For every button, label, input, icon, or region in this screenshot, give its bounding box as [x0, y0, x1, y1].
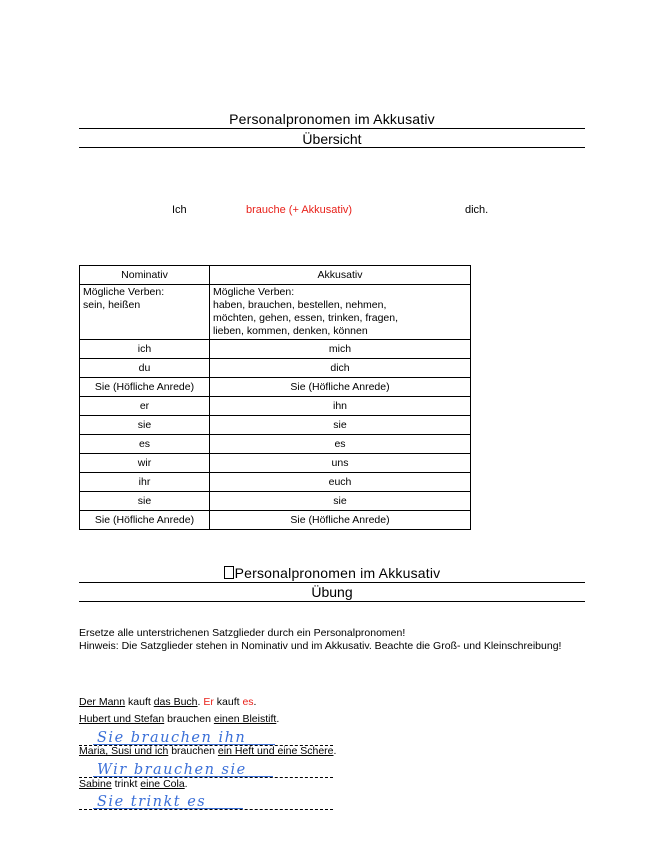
- cell-nominativ: ihr: [80, 473, 210, 492]
- verbs-nominativ: [80, 285, 210, 340]
- divider: [79, 601, 585, 602]
- verbs-akkusativ: [210, 285, 471, 340]
- table-row: [80, 435, 471, 454]
- sentence-text: .: [184, 778, 188, 790]
- instruction-line: Ersetze alle unterstrichenen Satzglieder durch ein Personalpronomen!: [79, 627, 406, 639]
- cell-akkusativ: Sie (Höfliche Anrede): [210, 378, 471, 397]
- cell-nominativ: Sie (Höfliche Anrede): [80, 378, 210, 397]
- cell-nominativ: er: [80, 397, 210, 416]
- table-row: [80, 454, 471, 473]
- cell-akkusativ: dich: [210, 359, 471, 378]
- sentence-text: trinkt: [111, 778, 141, 790]
- verbs-list: sein, heißen: [83, 299, 141, 311]
- underlined-subject: Maria, Susi und ich: [79, 745, 169, 757]
- table-row-verbs: [80, 285, 471, 340]
- underlined-subject: Sabine: [79, 778, 112, 790]
- table-row: [80, 416, 471, 435]
- underlined-subject: Hubert und Stefan: [79, 713, 165, 725]
- divider: [79, 147, 585, 148]
- section-title: [79, 565, 585, 581]
- exercise-example: [79, 696, 256, 708]
- underlined-object: ein Heft und eine Schere: [217, 745, 334, 757]
- divider: [79, 128, 585, 129]
- cell-akkusativ: sie: [210, 416, 471, 435]
- exercise-sentence: [79, 745, 336, 757]
- exercise-sentence: [79, 713, 279, 725]
- cell-nominativ: ich: [80, 340, 210, 359]
- column-header-akkusativ: Akkusativ: [210, 266, 471, 285]
- sentence-text: .: [197, 696, 204, 708]
- table-row: [80, 340, 471, 359]
- verbs-list: haben, brauchen, bestellen, nehmen,: [213, 299, 387, 311]
- cell-akkusativ: euch: [210, 473, 471, 492]
- table-row: [80, 492, 471, 511]
- section-title: Personalpronomen im Akkusativ: [229, 111, 435, 127]
- pronoun-table: [79, 265, 471, 530]
- divider: [79, 582, 585, 583]
- column-header-nominativ: Nominativ: [80, 266, 210, 285]
- example-subject: Ich: [172, 204, 187, 216]
- answer-line[interactable]: [79, 758, 333, 778]
- sentence-text: kauft: [125, 696, 154, 708]
- sentence-text: brauchen: [164, 713, 214, 725]
- section-title-text: Personalpronomen im Akkusativ: [234, 565, 441, 581]
- example-verb: brauche (+ Akkusativ): [246, 204, 353, 216]
- verbs-list: möchten, gehen, essen, trinken, fragen,: [213, 312, 399, 324]
- cell-akkusativ: sie: [210, 492, 471, 511]
- instructions: [79, 627, 589, 652]
- table-row: [80, 359, 471, 378]
- table-row: [80, 378, 471, 397]
- section-subtitle: Übung: [311, 584, 353, 600]
- answer-pronoun: es: [242, 696, 254, 708]
- instruction-hint: Hinweis: Die Satzglieder stehen in Nominativ und im Akkusativ. Beachte die Groß- und Kleinschreibung!: [79, 639, 562, 652]
- verbs-label: Mögliche Verben:: [83, 286, 165, 298]
- cell-akkusativ: es: [210, 435, 471, 454]
- bullet-box-icon: [224, 566, 234, 579]
- handwritten-answer: Wir brauchen sie: [97, 762, 247, 778]
- section-subtitle: Übersicht: [302, 131, 362, 147]
- sentence-text: brauchen: [168, 745, 218, 757]
- answer-pronoun: Er: [203, 696, 214, 708]
- cell-akkusativ: uns: [210, 454, 471, 473]
- handwritten-answer: Sie brauchen ihn: [97, 730, 247, 746]
- answer-text: kauft: [213, 696, 243, 708]
- answer-text: .: [253, 696, 257, 708]
- underlined-subject: Der Mann: [79, 696, 126, 708]
- underlined-object: das Buch: [153, 696, 198, 708]
- cell-nominativ: Sie (Höfliche Anrede): [80, 511, 210, 530]
- underlined-object: einen Bleistift: [213, 713, 277, 725]
- answer-line[interactable]: [79, 726, 333, 746]
- table-row: [80, 397, 471, 416]
- cell-nominativ: sie: [80, 492, 210, 511]
- cell-nominativ: es: [80, 435, 210, 454]
- cell-nominativ: wir: [80, 454, 210, 473]
- underlined-object: eine Cola: [140, 778, 185, 790]
- answer-line[interactable]: [79, 790, 333, 810]
- handwritten-answer: Sie trinkt es: [97, 794, 207, 810]
- table-row: [80, 473, 471, 492]
- cell-nominativ: sie: [80, 416, 210, 435]
- cell-akkusativ: mich: [210, 340, 471, 359]
- verbs-label: Mögliche Verben:: [213, 286, 295, 298]
- sentence-text: .: [333, 745, 337, 757]
- exercise-sentence: [79, 778, 188, 790]
- example-object: dich.: [465, 204, 489, 216]
- cell-nominativ: du: [80, 359, 210, 378]
- table-header-row: [80, 266, 471, 285]
- cell-akkusativ: ihn: [210, 397, 471, 416]
- sentence-text: .: [276, 713, 280, 725]
- verbs-list: lieben, kommen, denken, können: [213, 325, 368, 337]
- table-row: [80, 511, 471, 530]
- cell-akkusativ: Sie (Höfliche Anrede): [210, 511, 471, 530]
